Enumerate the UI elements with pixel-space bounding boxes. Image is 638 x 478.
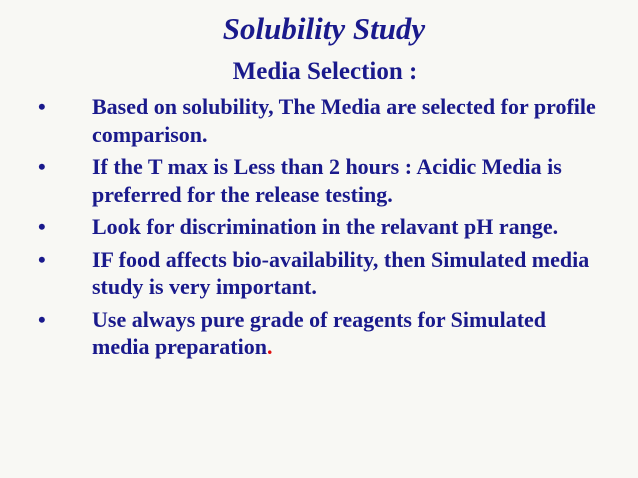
bullet-item [0,306,638,361]
bullet-item [0,153,638,208]
slide-title: Solubility Study [222,11,426,46]
red-period: . [266,334,273,359]
bullet-item [0,93,638,148]
bullet-text: Use always pure grade of reagents for Simulated media preparation [92,306,547,359]
bullet-text: If the T max is Less than 2 hours : Acidic Media is preferred for the release testing. [92,154,562,207]
bullet-item [0,213,638,241]
bullet-text: Based on solubility, The Media are selected for profile comparison. [92,94,596,147]
bullet-list [0,93,638,366]
bullet-text: IF food affects bio-availability, then Simulated media study is very important. [92,246,590,299]
slide-subtitle: Media Selection : [232,58,418,85]
bullet-icon: • [38,214,46,239]
bullet-icon: • [38,154,46,179]
bullet-item [0,246,638,301]
bullet-icon: • [38,94,46,119]
bullet-icon: • [38,246,46,272]
bullet-icon: • [38,306,46,332]
bullet-text: Look for discrimination in the relavant pH range. [92,214,559,239]
